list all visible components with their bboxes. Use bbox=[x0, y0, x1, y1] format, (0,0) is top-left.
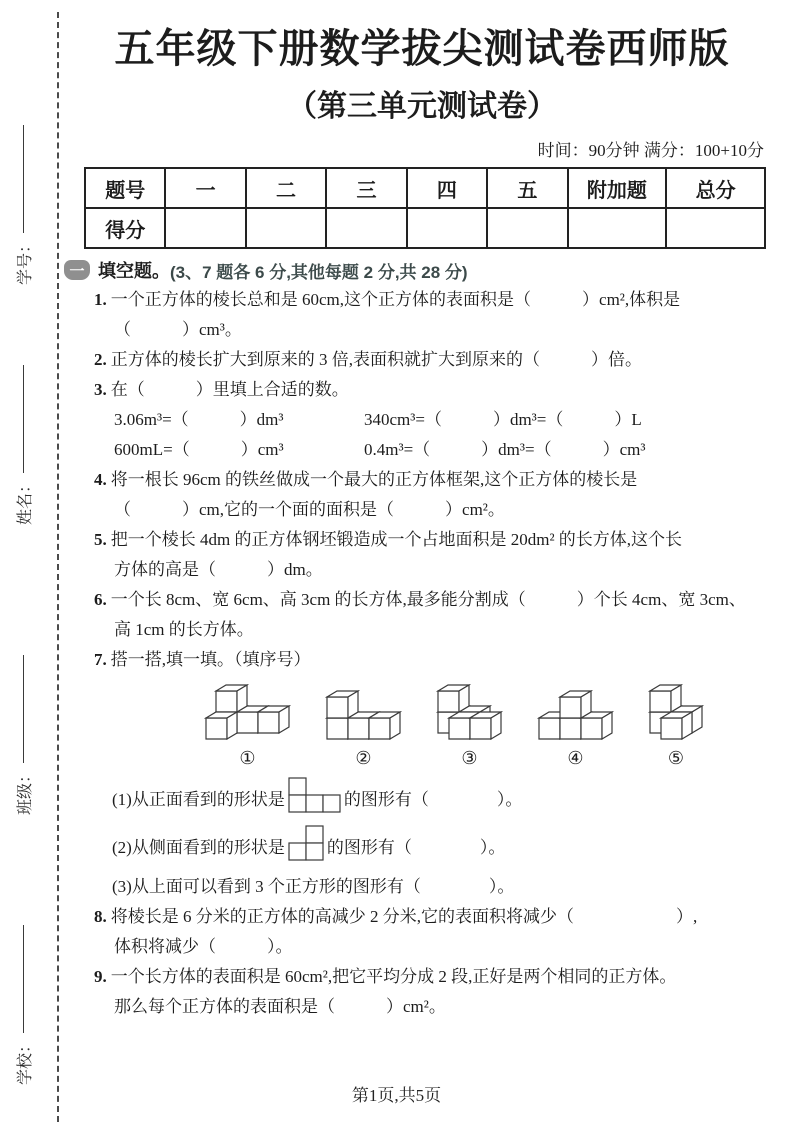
question-9 bbox=[94, 962, 772, 992]
question-5 bbox=[94, 525, 772, 555]
score-cell bbox=[568, 208, 667, 248]
page-title: 五年级下册数学拔尖测试卷西师版 bbox=[114, 26, 730, 71]
side-view-figure bbox=[288, 825, 324, 871]
student-id-label: 学号： bbox=[16, 236, 34, 285]
subquestion-text: 的图形有（ ）。 bbox=[326, 838, 506, 857]
question-text: 将棱长是 6 分米的正方体的高减少 2 分米,它的表面积将减少（ ）, bbox=[110, 907, 698, 926]
student-id-blank bbox=[22, 125, 24, 233]
page-footer: 第1页,共5页 bbox=[351, 1086, 442, 1105]
question-number: 3. bbox=[94, 380, 107, 399]
school-label: 学校： bbox=[16, 1036, 34, 1085]
question-text: 把一个棱长 4dm 的正方体钢坯锻造成一个占地面积是 20dm² 的长方体,这个长 bbox=[110, 530, 683, 549]
table-header-cell: 五 bbox=[487, 168, 567, 208]
front-view-figure bbox=[288, 777, 341, 823]
question-text: 正方体的棱长扩大到原来的 3 倍,表面积就扩大到原来的（ ）倍。 bbox=[110, 350, 642, 369]
score-cell bbox=[487, 208, 567, 248]
question-number: 7. bbox=[94, 650, 107, 669]
figure-label: ④ bbox=[567, 748, 584, 769]
question-text: 搭一搭,填一填。（填序号） bbox=[110, 650, 311, 669]
subquestion-text: (2)从侧面看到的形状是 bbox=[112, 838, 285, 857]
question-7-sub-2 bbox=[94, 824, 772, 872]
question-4 bbox=[94, 465, 772, 495]
table-header-cell: 二 bbox=[246, 168, 326, 208]
question-6 bbox=[94, 585, 772, 615]
question-2 bbox=[94, 345, 772, 375]
score-table bbox=[84, 167, 766, 249]
question-text: 一个长方体的表面积是 60cm²,把它平均分成 2 段,正好是两个相同的正方体。 bbox=[110, 967, 677, 986]
question-1 bbox=[94, 285, 772, 315]
table-header-cell: 题号 bbox=[85, 168, 165, 208]
table-header-cell: 四 bbox=[407, 168, 487, 208]
subquestion-text: 的图形有（ ）。 bbox=[343, 790, 523, 809]
cube-figure bbox=[436, 683, 503, 774]
score-cell bbox=[326, 208, 406, 248]
class-label: 班级： bbox=[16, 766, 34, 815]
cube-figures bbox=[204, 683, 772, 774]
cube-figure bbox=[537, 689, 614, 774]
section-note: (3、7 题各 6 分,其他每题 2 分,共 28 分) bbox=[170, 262, 468, 282]
figure-label: ③ bbox=[461, 748, 478, 769]
question-7 bbox=[94, 645, 772, 675]
score-cell bbox=[407, 208, 487, 248]
question-text: 一个长 8cm、宽 6cm、高 3cm 的长方体,最多能分割成（ ）个长 4cm、宽 3cm、 bbox=[110, 590, 746, 609]
school-blank bbox=[22, 925, 24, 1033]
conversion-item: 600mL=（ ）cm³ bbox=[114, 440, 284, 459]
section-badge: 一 bbox=[64, 260, 90, 280]
cube-figure bbox=[325, 689, 402, 774]
cube-figure bbox=[648, 683, 704, 774]
score-table-header-row bbox=[85, 168, 765, 208]
sidebar-label-class bbox=[12, 655, 34, 815]
question-text: 一个正方体的棱长总和是 60cm,这个正方体的表面积是（ ）cm²,体积是 bbox=[110, 290, 681, 309]
question-text: 在（ ）里填上合适的数。 bbox=[110, 380, 349, 399]
score-cell bbox=[165, 208, 245, 248]
score-table-score-row bbox=[85, 208, 765, 248]
question-7-sub-3: (3)从上面可以看到 3 个正方形的图形有（ ）。 bbox=[112, 877, 515, 896]
section-title: 填空题。 bbox=[98, 261, 170, 281]
sidebar-label-student-id bbox=[12, 125, 34, 285]
exam-info: 时间：90分钟 满分：100+10分 bbox=[537, 141, 764, 160]
class-blank bbox=[22, 655, 24, 763]
name-blank bbox=[22, 365, 24, 473]
cube-figure bbox=[204, 683, 291, 774]
question-number: 6. bbox=[94, 590, 107, 609]
question-9-cont: 那么每个正方体的表面积是（ ）cm²。 bbox=[114, 997, 446, 1016]
figure-label: ② bbox=[355, 748, 372, 769]
question-number: 2. bbox=[94, 350, 107, 369]
question-3 bbox=[94, 375, 772, 405]
subquestion-text: (1)从正面看到的形状是 bbox=[112, 790, 285, 809]
name-label: 姓名： bbox=[16, 476, 34, 525]
question-3-row-2 bbox=[94, 435, 772, 465]
question-8 bbox=[94, 902, 772, 932]
page-subtitle: （第三单元测试卷） bbox=[287, 90, 557, 123]
paper-content bbox=[69, 0, 772, 1022]
section-one-header bbox=[64, 257, 772, 283]
question-4-cont: （ ）cm,它的一个面的面积是（ ）cm²。 bbox=[114, 500, 505, 519]
question-number: 1. bbox=[94, 290, 107, 309]
table-header-cell: 总分 bbox=[666, 168, 765, 208]
sidebar-label-school bbox=[12, 925, 34, 1085]
score-cell bbox=[246, 208, 326, 248]
question-number: 4. bbox=[94, 470, 107, 489]
conversion-item: 340cm³=（ ）dm³=（ ）L bbox=[364, 410, 642, 429]
question-5-cont: 方体的高是（ ）dm。 bbox=[114, 560, 323, 579]
question-number: 8. bbox=[94, 907, 107, 926]
conversion-item: 0.4m³=（ ）dm³=（ ）cm³ bbox=[364, 440, 646, 459]
question-7-sub-1 bbox=[94, 776, 772, 824]
table-header-cell: 附加题 bbox=[568, 168, 667, 208]
question-1-cont: （ ）cm³。 bbox=[114, 320, 242, 339]
figure-label: ⑤ bbox=[667, 748, 685, 769]
figure-label: ① bbox=[239, 748, 256, 769]
seal-dashed-line bbox=[57, 12, 59, 1122]
question-6-cont: 高 1cm 的长方体。 bbox=[114, 620, 254, 639]
question-3-row-1 bbox=[94, 405, 772, 435]
score-row-label: 得分 bbox=[85, 208, 165, 248]
question-number: 5. bbox=[94, 530, 107, 549]
score-cell bbox=[666, 208, 765, 248]
question-text: 将一根长 96cm 的铁丝做成一个最大的正方体框架,这个正方体的棱长是 bbox=[110, 470, 638, 489]
question-list bbox=[94, 285, 772, 1022]
table-header-cell: 一 bbox=[165, 168, 245, 208]
table-header-cell: 三 bbox=[326, 168, 406, 208]
sidebar-label-name bbox=[12, 365, 34, 525]
conversion-item: 3.06m³=（ ）dm³ bbox=[114, 410, 284, 429]
question-number: 9. bbox=[94, 967, 107, 986]
question-8-cont: 体积将减少（ ）。 bbox=[114, 937, 293, 956]
